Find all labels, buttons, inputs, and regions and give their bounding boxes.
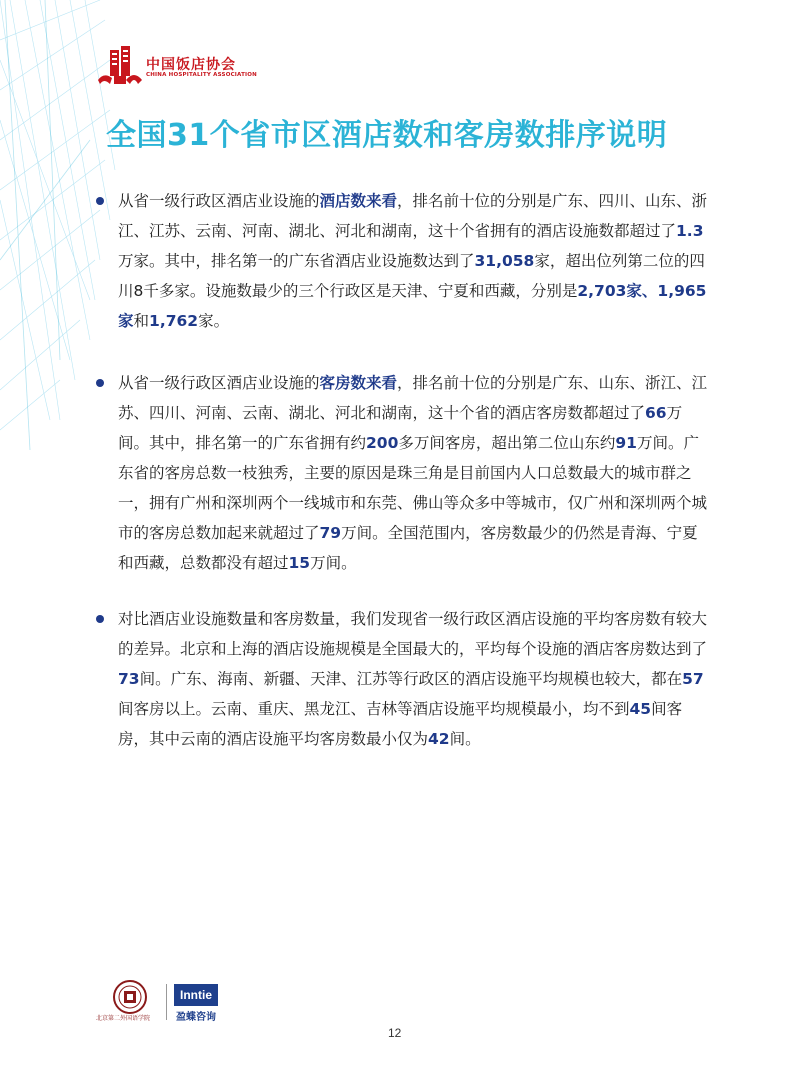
highlighted-figure: 91 [615,434,637,452]
footer-logos [96,980,226,1022]
inntie-logo: Inntie [174,984,218,1006]
highlighted-figure: 31,058 [474,252,535,270]
paragraph-run: 从省一级行政区酒店业设施的 [118,192,320,210]
highlighted-figure: 1,762 [149,312,199,330]
paragraph-run: 从省一级行政区酒店业设施的 [118,374,320,392]
paragraph-run: 家。 [198,312,230,330]
footer-divider [166,984,167,1020]
paragraph-run: 间客房，其中云南的酒店设施平均客房数最小仅为 [118,700,683,748]
highlighted-figure: 1,965 [657,282,707,300]
university-seal-icon [112,980,148,1014]
paragraph-run: 和 [133,312,150,330]
highlighted-figure: 66 [645,404,667,422]
paragraph-run: 万间。其中，排名第一的广东省拥有约 [118,404,683,452]
paragraph-run: 间。广东、海南、新疆、天津、江苏等行政区的酒店设施平均规模也较大，都在 [139,670,683,688]
highlighted-figure: 2,703 [577,282,627,300]
paragraph-run: 万间。广东省的客房总数一枝独秀，主要的原因是珠三角是目前国内人口总数最大的城市群之一，拥有广州和深圳两个一线城市和东莞、佛山等众多中等城市，仅广州和深圳两个城市的客房总数加起来就超过了 [118,434,708,542]
bullet-icon [96,197,104,205]
china-hospitality-association-logo [96,46,266,88]
page-title: 全国31个省市区酒店数和客房数排序说明 [106,118,668,153]
highlighted-figure: 酒店数来看 [319,192,398,210]
paragraph-text [118,604,708,754]
bullet-icon [96,615,104,623]
inntie-chinese-name: 盈蝶咨询 [176,1012,216,1023]
paragraph-run: 间。 [449,730,481,748]
highlighted-figure: 42 [428,730,450,748]
building-logo-icon [96,46,144,86]
page-number: 12 [388,1026,402,1040]
paragraph-room-count [118,368,708,578]
paragraph-average-rooms [118,604,708,754]
paragraph-run: 万间。 [310,554,357,572]
highlighted-figure: 客房数来看 [319,374,398,392]
paragraph-text [118,368,708,578]
highlighted-figure: 73 [118,670,140,688]
paragraph-run: 万间。全国范围内，客房数最少的仍然是青海、宁夏和西藏，总数都没有超过 [118,524,698,572]
highlighted-figure: 57 [682,670,704,688]
paragraph-run: 对比酒店业设施数量和客房数量，我们发现省一级行政区酒店设施的平均客房数有较大的差异。北京和上海的酒店设施规模是全国最大的，平均每个设施的酒店客房数达到了 [118,610,708,658]
logo-english-name: CHINA HOSPITALITY ASSOCIATION [146,72,257,78]
paragraph-text [118,186,708,336]
bullet-icon [96,379,104,387]
highlighted-figure: 家 [118,312,134,330]
highlighted-figure: 家、 [626,282,658,300]
highlighted-figure: 45 [629,700,652,718]
logo-chinese-name: 中国饭店协会 [146,57,236,73]
highlighted-figure: 200 [366,434,399,452]
highlighted-figure: 1.3 [676,222,704,240]
university-name: 北京第二外国语学院 [96,1015,151,1022]
paragraph-run: 间客房以上。云南、重庆、黑龙江、吉林等酒店设施平均规模最小，均不到 [118,700,630,718]
highlighted-figure: 79 [319,524,342,542]
paragraph-run: ，排名前十位的分别是广东、山东、浙江、江苏、四川、河南、云南、湖北、河北和湖南，这十个省的酒店客房数都超过了 [118,374,708,422]
highlighted-figure: 15 [288,554,311,572]
paragraph-run: 万家。其中，排名第一的广东省酒店业设施数达到了 [118,252,475,270]
paragraph-run: ，排名前十位的分别是广东、四川、山东、浙江、江苏、云南、河南、湖北、河北和湖南，这十个省拥有的酒店设施数都超过了 [118,192,708,240]
paragraph-hotel-count [118,186,708,336]
paragraph-run: 家，超出位列第二位的四川8千多家。设施数最少的三个行政区是天津、宁夏和西藏，分别是 [118,252,705,300]
paragraph-run: 多万间客房，超出第二位山东约 [398,434,616,452]
